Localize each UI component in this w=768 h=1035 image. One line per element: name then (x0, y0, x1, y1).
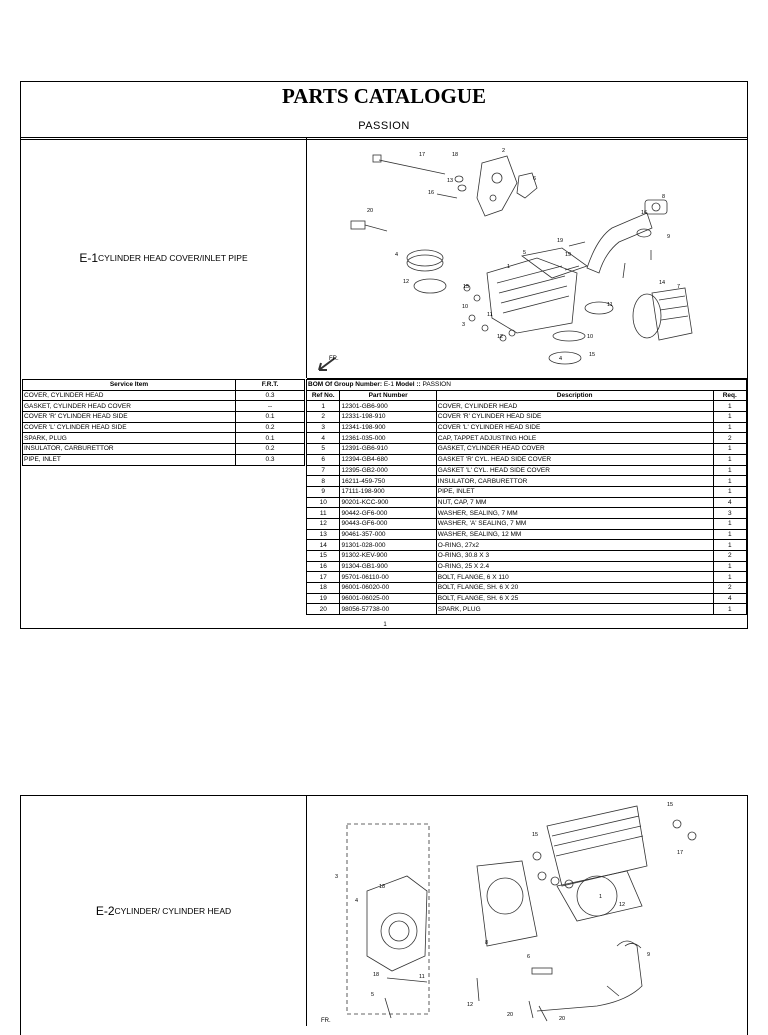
callout-number: 15 (463, 284, 470, 290)
bom-part-number: 96001-06025-00 (340, 593, 436, 604)
callout-number: 8 (662, 194, 666, 200)
bom-ref: 10 (307, 497, 340, 508)
callout-number: 16 (428, 190, 435, 196)
callout-number: 10 (587, 334, 594, 340)
bom-ref: 17 (307, 572, 340, 583)
bom-description: BOLT, FLANGE, SH. 6 X 20 (436, 583, 713, 594)
bom-description: COVER 'R' CYLINDER HEAD SIDE (436, 412, 713, 423)
callout-number: 5 (523, 250, 527, 256)
service-frt: 0.1 (236, 412, 305, 423)
bom-part-number: 90442-GF6-000 (340, 508, 436, 519)
callout-number: 17 (677, 850, 684, 856)
bom-req: 1 (713, 401, 746, 412)
bom-part-number: 12361-035-000 (340, 433, 436, 444)
bom-req: 4 (713, 497, 746, 508)
service-frt: 0.2 (236, 444, 305, 455)
bom-part-number: 12301-GB6-900 (340, 401, 436, 412)
bom-ref: 9 (307, 486, 340, 497)
bom-row (307, 561, 747, 572)
bom-row (307, 551, 747, 562)
bom-description: COVER 'L' CYLINDER HEAD SIDE (436, 422, 713, 433)
bom-ref: 18 (307, 583, 340, 594)
bom-part-number: 91301-028-000 (340, 540, 436, 551)
group-id: E-1 (79, 251, 99, 265)
bom-description: BOLT, FLANGE, 6 X 110 (436, 572, 713, 583)
exploded-diagram (307, 796, 747, 1026)
callout-number: 12 (619, 902, 626, 908)
service-item: COVER 'L' CYLINDER HEAD SIDE (23, 422, 236, 433)
callout-number: 1 (599, 894, 603, 900)
bom-description: CAP, TAPPET ADJUSTING HOLE (436, 433, 713, 444)
group-name: CYLINDER HEAD COVER/INLET PIPE (98, 253, 248, 263)
bom-description: SPARK, PLUG (436, 604, 713, 615)
bom-ref: 4 (307, 433, 340, 444)
bom-req: 1 (713, 529, 746, 540)
bom-row (307, 593, 747, 604)
service-row (23, 422, 305, 433)
callout-number: 10 (462, 304, 469, 310)
bom-ref: 16 (307, 561, 340, 572)
service-item: COVER, CYLINDER HEAD (23, 390, 236, 401)
diagram-drawing (307, 796, 748, 1026)
callout-number: 4 (355, 898, 359, 904)
bom-header-cell: Description (436, 390, 713, 401)
bom-header-cell: Ref No. (307, 390, 340, 401)
callout-number: 16 (641, 210, 648, 216)
callout-number: 20 (367, 208, 374, 214)
bom-part-number: 95701-06110-00 (340, 572, 436, 583)
callout-number: 11 (419, 974, 425, 980)
bom-ref: 5 (307, 444, 340, 455)
bom-ref: 2 (307, 412, 340, 423)
bom-row (307, 486, 747, 497)
callout-number: 15 (667, 802, 674, 808)
bom-description: COVER, CYLINDER HEAD (436, 401, 713, 412)
bom-part-number: 17111-198-900 (340, 486, 436, 497)
service-header-cell: F.R.T. (236, 380, 305, 391)
bom-description: O-RING, 30.8 X 3 (436, 551, 713, 562)
bom-req: 1 (713, 518, 746, 529)
callout-number: 6 (527, 954, 531, 960)
diagram-drawing (307, 138, 748, 378)
callout-number: 19 (557, 238, 564, 244)
bom-req: 1 (713, 422, 746, 433)
bom-row (307, 572, 747, 583)
bom-ref: 12 (307, 518, 340, 529)
service-item: SPARK, PLUG (23, 433, 236, 444)
page-number: 1 (383, 622, 387, 628)
bom-header-cell: Part Number (340, 390, 436, 401)
bom-part-number: 12341-198-900 (340, 422, 436, 433)
bom-caption: BOM Of Group Number: E-1 Model :: PASSION (307, 380, 747, 391)
callout-number: 5 (371, 992, 375, 998)
group-cell (21, 796, 307, 1026)
page-title: PARTS CATALOGUE (281, 84, 487, 108)
callout-number: 9 (647, 952, 651, 958)
bom-ref: 15 (307, 551, 340, 562)
bom-row (307, 508, 747, 519)
bom-row (307, 465, 747, 476)
bom-part-number: 90443-GF6-000 (340, 518, 436, 529)
model-name: PASSION (358, 120, 410, 132)
service-row (23, 390, 305, 401)
bom-req: 1 (713, 486, 746, 497)
catalogue-sheet-2 (20, 795, 748, 1035)
bom-description: PIPE, INLET (436, 486, 713, 497)
bom-row (307, 604, 747, 615)
callout-number: 15 (532, 832, 539, 838)
front-label: FR. (321, 1018, 331, 1024)
bom-description: WASHER, 'A' SEALING, 7 MM (436, 518, 713, 529)
bom-description: BOLT, FLANGE, SH. 6 X 25 (436, 593, 713, 604)
bom-description: O-RING, 25 X 2.4 (436, 561, 713, 572)
bom-part-number: 12391-GB6-910 (340, 444, 436, 455)
exploded-diagram (307, 138, 747, 379)
bom-description: INSULATOR, CARBURETTOR (436, 476, 713, 487)
bom-part-number: 90461-357-000 (340, 529, 436, 540)
catalogue-header (21, 82, 747, 140)
service-row (23, 401, 305, 412)
bom-req: 2 (713, 583, 746, 594)
service-row (23, 444, 305, 455)
service-item: COVER 'R' CYLINDER HEAD SIDE (23, 412, 236, 423)
bom-description: O-RING, 27x2 (436, 540, 713, 551)
callout-number: 15 (589, 352, 596, 358)
callout-number: 18 (373, 972, 380, 978)
callout-number: 2 (502, 148, 506, 154)
bom-row (307, 401, 747, 412)
bom-req: 2 (713, 551, 746, 562)
bom-description: NUT, CAP, 7 MM (436, 497, 713, 508)
callout-number: 17 (419, 152, 426, 158)
bom-ref: 3 (307, 422, 340, 433)
bom-row (307, 476, 747, 487)
callout-number: 13 (447, 178, 454, 184)
bom-description: GASKET 'R' CYL. HEAD SIDE COVER (436, 454, 713, 465)
bom-part-number: 90201-KCC-900 (340, 497, 436, 508)
service-row (23, 433, 305, 444)
bom-header-cell: Req. (713, 390, 746, 401)
bom-req: 1 (713, 476, 746, 487)
bom-part-number: 16211-459-750 (340, 476, 436, 487)
callout-number: 18 (379, 884, 386, 890)
group-cell (21, 138, 307, 378)
callout-number: 4 (559, 356, 563, 362)
bom-description: GASKET, CYLINDER HEAD COVER (436, 444, 713, 455)
callout-number: 19 (565, 252, 572, 258)
service-frt: 0.3 (236, 390, 305, 401)
callout-number: 7 (677, 284, 681, 290)
callout-number: 12 (467, 1002, 474, 1008)
bom-req: 2 (713, 433, 746, 444)
bom-ref: 14 (307, 540, 340, 551)
service-item: PIPE, INLET (23, 454, 236, 465)
callout-number: 12 (403, 279, 410, 285)
bom-table (306, 379, 747, 615)
front-label: FR. (329, 356, 339, 362)
callout-number: 11 (487, 312, 493, 318)
callout-number: 1 (507, 264, 511, 270)
service-frt: 0.2 (236, 422, 305, 433)
bom-part-number: 12331-198-910 (340, 412, 436, 423)
service-frt: 0.1 (236, 433, 305, 444)
bom-part-number: 91304-GB1-900 (340, 561, 436, 572)
callout-number: 9 (667, 234, 671, 240)
bom-row (307, 518, 747, 529)
bom-description: GASKET 'L' CYL. HEAD SIDE COVER (436, 465, 713, 476)
bom-req: 1 (713, 465, 746, 476)
bom-ref: 8 (307, 476, 340, 487)
group-row (21, 138, 747, 378)
bom-ref: 7 (307, 465, 340, 476)
bom-description: WASHER, SEALING, 12 MM (436, 529, 713, 540)
callout-number: 8 (485, 940, 489, 946)
group-name: CYLINDER/ CYLINDER HEAD (114, 906, 232, 916)
callout-number: 20 (507, 1012, 514, 1018)
bom-ref: 20 (307, 604, 340, 615)
bom-req: 1 (713, 444, 746, 455)
callout-number: 20 (559, 1016, 566, 1022)
callout-number: 18 (452, 152, 459, 158)
group-id: E-2 (95, 904, 115, 918)
bom-row (307, 444, 747, 455)
bom-row (307, 412, 747, 423)
callout-number: 6 (533, 176, 537, 182)
bom-req: 1 (713, 572, 746, 583)
bom-ref: 13 (307, 529, 340, 540)
callout-number: 3 (462, 322, 466, 328)
bom-row (307, 540, 747, 551)
callout-number: 14 (659, 280, 666, 286)
bom-part-number: 98056-57738-00 (340, 604, 436, 615)
bom-ref: 11 (307, 508, 340, 519)
bom-ref: 19 (307, 593, 340, 604)
bom-row (307, 529, 747, 540)
bom-part-number: 12395-GB2-000 (340, 465, 436, 476)
service-frt: 0.3 (236, 454, 305, 465)
bom-req: 3 (713, 508, 746, 519)
service-item: INSULATOR, CARBURETTOR (23, 444, 236, 455)
service-row (23, 454, 305, 465)
bom-ref: 6 (307, 454, 340, 465)
callout-number: 4 (395, 252, 399, 258)
bom-row (307, 497, 747, 508)
bom-part-number: 96001-06020-00 (340, 583, 436, 594)
bom-part-number: 91302-KEV-900 (340, 551, 436, 562)
bom-row (307, 433, 747, 444)
service-frt: -- (236, 401, 305, 412)
bom-row (307, 583, 747, 594)
service-header-cell: Service Item (23, 380, 236, 391)
bom-req: 4 (713, 593, 746, 604)
bom-req: 1 (713, 604, 746, 615)
service-row (23, 412, 305, 423)
bom-ref: 1 (307, 401, 340, 412)
service-table (22, 379, 305, 466)
callout-number: 3 (335, 874, 339, 880)
bom-req: 1 (713, 454, 746, 465)
service-item: GASKET, CYLINDER HEAD COVER (23, 401, 236, 412)
bom-req: 1 (713, 540, 746, 551)
bom-row (307, 422, 747, 433)
bom-part-number: 12394-GB4-680 (340, 454, 436, 465)
callout-number: 12 (497, 334, 504, 340)
bom-req: 1 (713, 561, 746, 572)
bom-description: WASHER, SEALING, 7 MM (436, 508, 713, 519)
bom-row (307, 454, 747, 465)
bom-req: 1 (713, 412, 746, 423)
catalogue-sheet-1 (20, 81, 748, 629)
callout-number: 11 (607, 302, 613, 308)
